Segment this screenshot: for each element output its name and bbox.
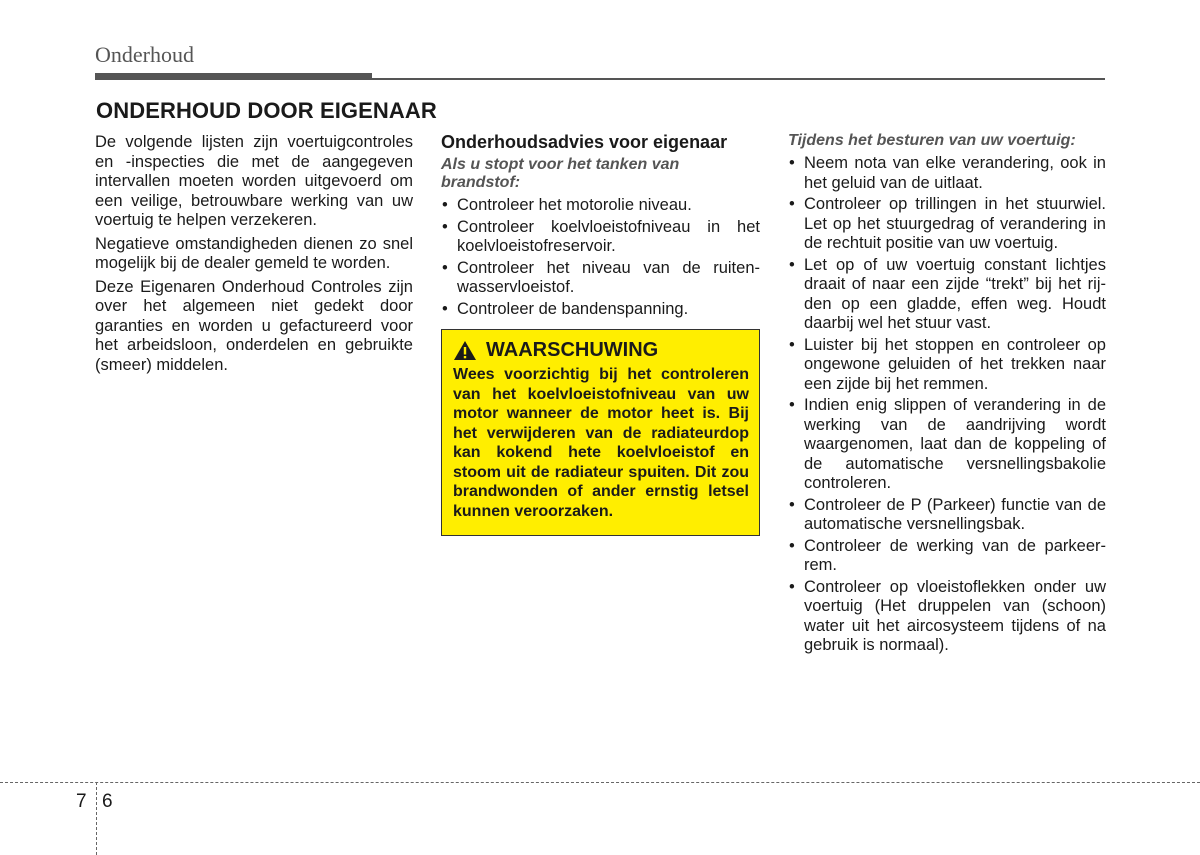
bullet-icon: • (789, 335, 795, 354)
list-item-text: Luister bij het stoppen en controleer op ongewone geluiden of het trekken naar een zijde bij het remmen. (804, 335, 1106, 393)
list-item-text: Controleer op trillingen in het stuurwiel. Let op het stuurgedrag of verandering in de rechtuit positie van uw voertuig. (804, 195, 1106, 252)
warning-triangle-icon (453, 340, 477, 361)
page-header-title: Onderhoud (95, 42, 194, 67)
footer-rule (0, 782, 1200, 783)
list-item-text: Controleer het niveau van de ruitenwasservloeistof. (457, 258, 760, 296)
list-item (788, 578, 1106, 656)
list-item (788, 537, 1106, 576)
bullet-icon: • (789, 154, 795, 172)
chapter-number: 7 (76, 791, 87, 812)
bullet-icon: • (789, 396, 795, 414)
list-item (788, 195, 1106, 254)
bullet-icon: • (442, 196, 448, 214)
driving-checklist (788, 154, 1106, 656)
header-rule-accent (95, 73, 372, 80)
list-item-text: Controleer de P (Parkeer) functie van de automatische versnellingsbak. (804, 495, 1106, 533)
list-item-text: Neem nota van elke verandering, ook in het geluid van de uitlaat. (804, 154, 1106, 192)
warning-title: WAARSCHUWING (486, 338, 659, 361)
bullet-icon: • (789, 536, 795, 555)
list-item-text: Controleer de bandenspanning. (457, 299, 689, 318)
list-item-text: Controleer de werking van de parkeerrem. (804, 536, 1106, 574)
column-intro (95, 133, 413, 379)
intro-paragraph: De volgende lijsten zijn voertuigcontroles en -inspecties die met de aangegeven intervallen moeten worden uitgevoerd om een veilige, betrouwbare werking van uw voertuig te helpen verzekeren. (95, 133, 413, 229)
footer-divider (96, 782, 97, 855)
list-item-text: Controleer koelvloeistofniveau in het koelvloeistofreservoir. (457, 217, 760, 255)
bullet-icon: • (442, 217, 448, 236)
list-item (788, 496, 1106, 535)
list-item-text: Let op of uw voertuig constant lichtjes draait of naar een zijde “trekt” bij het rijden op een gladde, effen weg. Houdt daarbij wel het stuur vast. (804, 255, 1106, 332)
list-item (788, 396, 1106, 494)
intro-paragraph: Negatieve omstandigheden dienen zo snel mogelijk bij de dealer gemeld te worden. (95, 234, 413, 272)
list-item-text: Indien enig slippen of verandering in de werking van de aandrijving wordt waargenomen, laat dan de koppeling of de automatische versnellingsbakolie controleren. (804, 396, 1106, 492)
refuel-checklist (441, 196, 760, 319)
bullet-icon: • (442, 299, 448, 318)
column-driving-checks (788, 132, 1106, 658)
refuel-subheading: Als u stopt voor het tanken van brandstof: (441, 156, 680, 191)
warning-box (441, 329, 760, 536)
list-item (788, 336, 1106, 395)
list-item (788, 154, 1106, 193)
bullet-icon: • (789, 195, 795, 213)
bullet-icon: • (789, 577, 795, 596)
driving-subheading: Tijdens het besturen van uw voertuig: (788, 132, 1076, 149)
warning-header (453, 340, 749, 361)
list-item (788, 256, 1106, 334)
bullet-icon: • (789, 255, 795, 274)
section-title: ONDERHOUD DOOR EIGENAAR (96, 98, 437, 123)
list-item (441, 218, 760, 257)
bullet-icon: • (442, 258, 448, 277)
list-item (441, 196, 760, 216)
bullet-icon: • (789, 495, 795, 514)
column-refuel-checks (441, 132, 760, 536)
page-number: 6 (102, 791, 113, 812)
list-item-text: Controleer op vloeistoflekken onder uw voertuig (Het druppelen van (schoon) water uit het aircosysteem tijdens of na gebruik is normaal). (804, 577, 1106, 654)
owner-advice-heading: Onderhoudsadvies voor eigenaar (441, 132, 728, 152)
list-item-text: Controleer het motorolie niveau. (457, 196, 692, 214)
list-item (441, 259, 760, 298)
intro-paragraph: Deze Eigenaren Onderhoud Controles zijn over het algemeen niet gedekt door garanties en worden u gefactureerd voor het arbeidsloon, onderdelen en gebruikte (smeer) middelen. (95, 277, 413, 374)
warning-text: Wees voorzichtig bij het controleren van het koelvloeistofniveau van uw motor wanneer de motor heet is. Bij het verwijderen van de radiateurdop kan kokend hete koelvloeistof en stoom uit de radiateur spuiten. Dit zou brandwonden of ander ernstig letsel kunnen veroorzaken. (453, 366, 749, 520)
list-item (441, 300, 760, 320)
